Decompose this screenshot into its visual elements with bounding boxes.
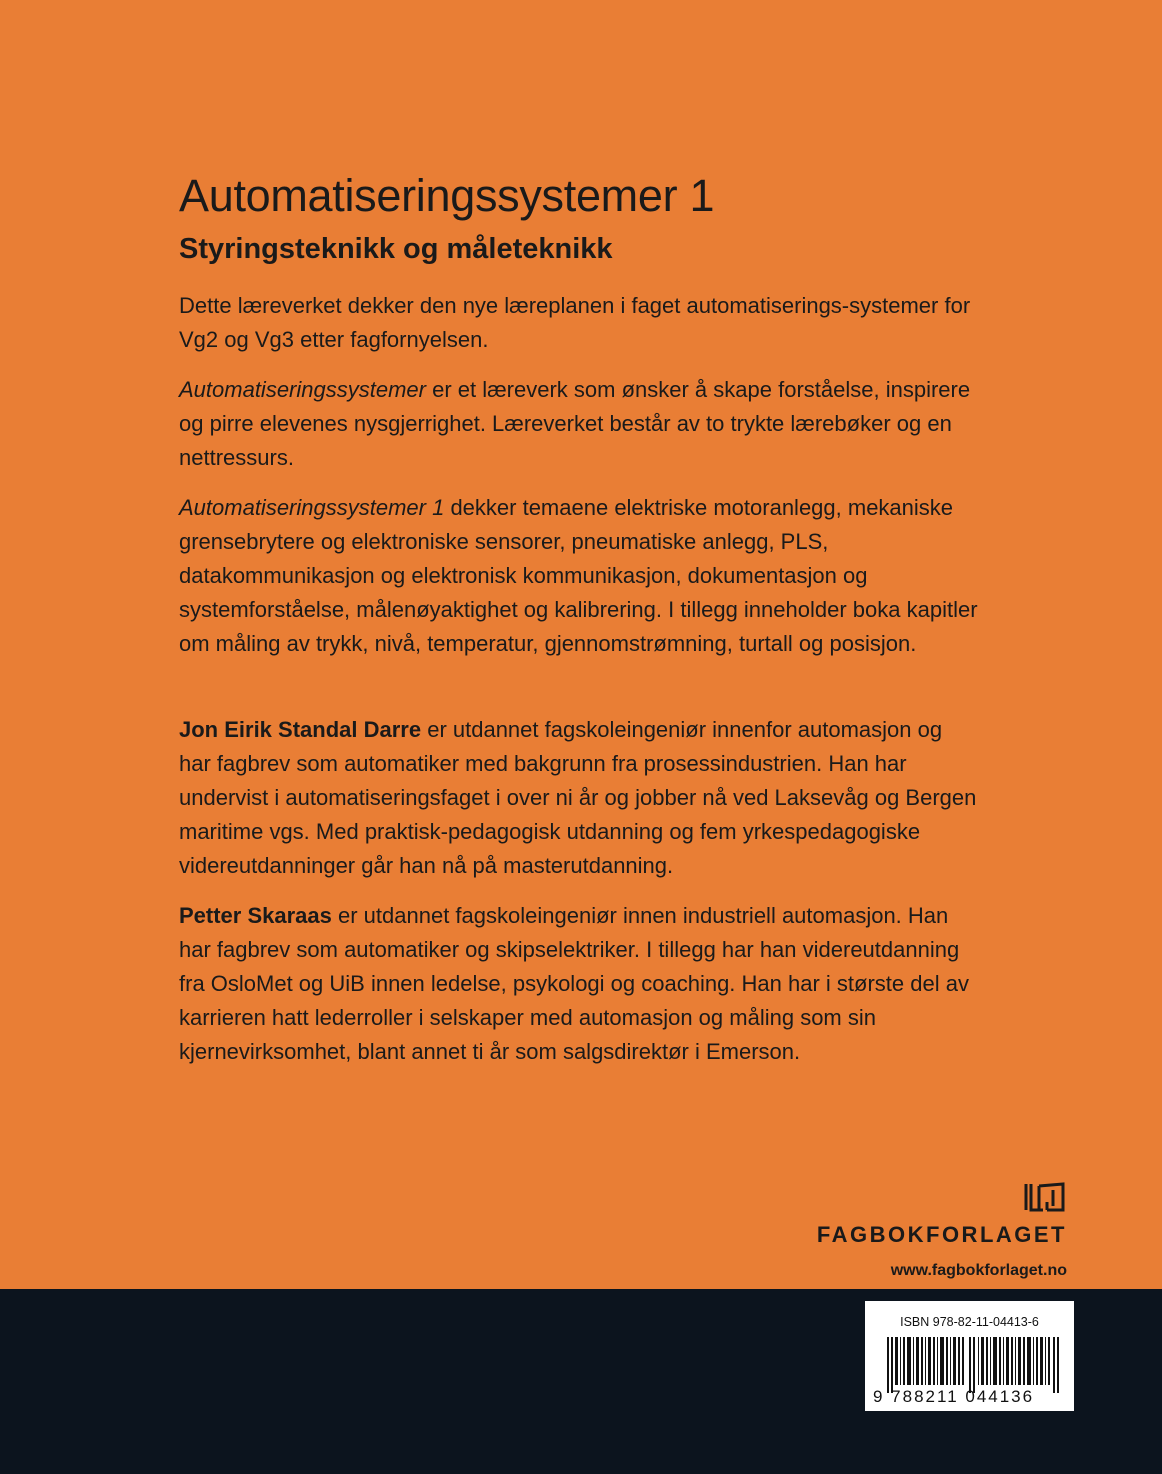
author-name-1: Jon Eirik Standal Darre: [179, 716, 422, 742]
description-paragraph-3-text: dekker temaene elektriske motoranlegg, mekaniske grensebrytere og elektroniske sensorer, pneumatiske anlegg, PLS, datakommunikasjon og elektronisk kommunikasjon, dokumentasjon og systemforståelse, målenøyaktighet og kalibrering. I tillegg inneholder boka kapitler om måling av trykk, nivå, temperatur, gjennomstrømning, turtall og posisjon.: [179, 494, 978, 656]
author-name-2: Petter Skaraas: [179, 902, 332, 928]
book-logo-icon: [1023, 1180, 1067, 1214]
publisher-name: FAGBOKFORLAGET: [816, 1222, 1067, 1247]
isbn-barcode-box: [865, 1301, 1074, 1411]
author-bio-1: [179, 713, 979, 883]
isbn-label: ISBN 978-82-11-04413-6: [900, 1315, 1039, 1329]
description-paragraph-2-text: er et læreverk som ønsker å skape forståelse, inspirere og pirre elevenes nysgjerrighet. Læreverket består av to trykte lærebøker og en nettressurs.: [179, 376, 971, 470]
description-paragraph-1: Dette læreverket dekker den nye læreplanen i faget automatiserings-systemer for Vg2 og Vg3 etter fagfornyelsen.: [179, 292, 971, 352]
author-bio-text-1: er utdannet fagskoleingeniør innenfor automasjon og har fagbrev som automatiker med bakgrunn fra prosessindustrien. Han har undervist i automatiseringsfaget i over ni år og jobber nå ved Laksevåg og Bergen maritime vgs. Med praktisk-pedagogisk utdanning og fem yrkespedagogiske videreutdanninger går han nå på masterutdanning.: [179, 716, 977, 878]
back-cover-text: [179, 170, 979, 1069]
author-bio-2: [179, 899, 979, 1069]
publisher-block: [817, 1180, 1067, 1280]
publisher-url: www.fagbokforlaget.no: [890, 1262, 1067, 1279]
description-paragraph-2: [179, 373, 979, 475]
description-paragraph-3: [179, 491, 979, 661]
series-title-italic: Automatiseringssystemer: [179, 376, 426, 402]
isbn-digits: 9 788211 044136: [873, 1387, 1035, 1406]
barcode-icon: [887, 1337, 1059, 1393]
book-subtitle: Styringsteknikk og måleteknikk: [179, 232, 613, 265]
book-title-italic: Automatiseringssystemer 1: [179, 494, 445, 520]
book-title: Automatiseringssystemer 1: [179, 170, 715, 221]
author-bio-text-2: er utdannet fagskoleingeniør innen industriell automasjon. Han har fagbrev som automatiker og skipselektriker. I tillegg har han videreutdanning fra OsloMet og UiB innen ledelse, psykologi og coaching. Han har i største del av karrieren hatt lederroller i selskaper med automasjon og måling som sin kjernevirksomhet, blant annet ti år som salgsdirektør i Emerson.: [179, 902, 969, 1064]
